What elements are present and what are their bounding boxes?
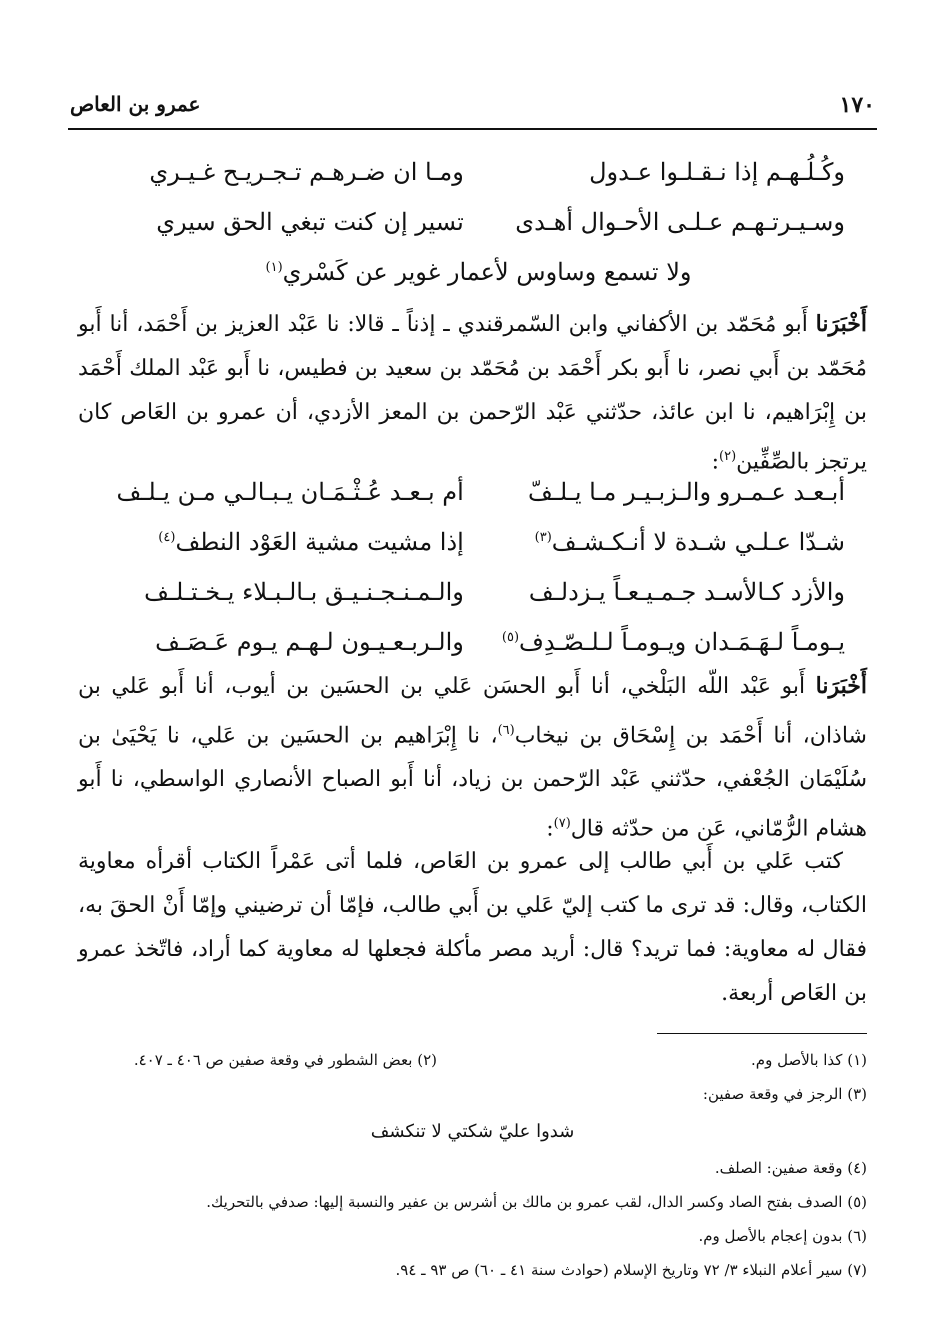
footnote-row (78, 1045, 867, 1079)
paragraph-punct: : (711, 449, 720, 475)
verse-hemistich-first (493, 478, 845, 506)
footnote-ref: (١) (265, 260, 283, 275)
footnote-6: (٦) بدون إعجام بالأصل وم. (698, 1227, 867, 1245)
paragraph-2 (78, 664, 867, 852)
verse-text: إذا مشيت مشية العَوْد النطف (175, 528, 464, 556)
header-rule (68, 128, 877, 130)
verse-line (112, 528, 845, 578)
footnote-ref: (٧) (553, 816, 571, 832)
footnote-2: (٢) بعض الشطور في وقعة صفين ص ٤٠٦ ـ ٤٠٧. (133, 1051, 437, 1069)
poem-2 (112, 478, 845, 678)
footnote-row (78, 1221, 867, 1255)
verse-hemistich-first (493, 528, 845, 556)
footnote-ref: (٢) (719, 449, 737, 464)
footnote-5: (٥) الصدف بفتح الصاد وكسر الدال، لقب عمرو بن مالك بن أشرس بن عفير والنسبة إليها: صدفي بالتحريك. (206, 1193, 867, 1211)
paragraph-text: أَبو عَبْد اللّه البَلْخي، أنا أَبو الحسَن عَلي بن الحسَين بن أيوب، أنا أَبو عَلي بن شاذان، أنا أَحْمَد بن إِسْحَاق بن نيخاب (78, 674, 867, 749)
footnote-ref: (٥) (501, 630, 520, 645)
verse-text: ولا تسمع وساوس لأعمار غوير عن كَسْري (282, 258, 692, 286)
footnotes (78, 1045, 867, 1289)
footnote-4: (٤) وقعة صفين: الصلف. (714, 1159, 867, 1177)
verse-line (112, 478, 845, 528)
paragraph-3 (78, 840, 867, 1016)
verse-text: والـمـنـجـنـيـق بـالـبـلاء يـخـتـلـف (144, 578, 464, 606)
verse-text: أم بـعـد عُـثْـمَـان يـبـالـي مـن يـلـف (116, 478, 464, 506)
running-title: عمرو بن العاص (70, 92, 201, 116)
verse-hemistich-first: وسـيـرتـهـم عـلـى الأحـوال أهـدى (515, 208, 845, 236)
verse-text: والأزد كـالأسـد جـمـيـعـاً يـزدلـف (528, 578, 845, 606)
isnad-lead: أَخْبَرَنا (815, 673, 867, 699)
footnote-ref: (٣) (534, 530, 552, 545)
verse-hemistich-second (112, 628, 464, 656)
paragraph-text: أَبو مُحَمّد بن الأكفاني وابن السّمرقندي ـ إذناً ـ قالا: نا عَبْد العزيز بن أَحْمَد، أنا أَبو مُحَمّد بن أَبي نصر، نا أَبو بكر أَحْمَد بن مُحَمّد بن سعيد بن فطيس، نا أَبو عَبْد الملك أَحْمَد بن إِبْرَاهيم، نا ابن عائذ، حدّثني عَبْد الرّحمن بن المعز الأزدي، أن عمرو بن العَاص كان يرتجز بالصِّفِّين (78, 312, 867, 475)
verse-hemistich-second (112, 578, 464, 606)
verse-hemistich-second: تسير إن كنت تبغي الحق سيري (156, 208, 464, 236)
footnote-row (78, 1079, 867, 1113)
verse-text: والـربـعـيـون لـهـم يـوم عَـصَـف (155, 628, 464, 656)
verse-text: شـدّا عـلـي شـدة لا أنـكـشـف (551, 528, 845, 556)
page-header (70, 92, 875, 128)
footnote-row (78, 1255, 867, 1289)
footnote-7: (٧) سير أعلام النبلاء ٣/ ٧٢ وتاريخ الإسلام (حوادث سنة ٤١ ـ ٦٠) ص ٩٣ ـ ٩٤. (395, 1261, 867, 1279)
footnote-rule (657, 1033, 867, 1034)
verse-hemistich-first (493, 628, 845, 656)
footnote-3: (٣) الرجز في وقعة صفين: (702, 1085, 867, 1103)
verse-hemistich-second: ومـا ان ضـرهـم تـجـريـح غـيـري (149, 158, 464, 186)
paragraph-punct: : (546, 816, 554, 842)
footnote-row (78, 1153, 867, 1187)
verse-line (112, 158, 845, 208)
page-number: ١٧٠ (839, 92, 875, 118)
footnote-row (78, 1187, 867, 1221)
verse-hemistich-second (112, 528, 464, 556)
verse-text: أبـعـد عـمـرو والـزبـيـر مـا يـلـفّ (528, 478, 845, 506)
footnote-3-verse: شدوا عليّ شكتي لا تنكشف (370, 1121, 575, 1142)
verse-line-centered (112, 258, 845, 304)
isnad-lead: أَخْبَرَنا (815, 311, 867, 337)
paragraph-text: كتب عَلي بن أَبي طالب إلى عمرو بن العَاص، فلما أتى عَمْراً الكتاب أقرأه معاوية الكتاب، وقال: قد ترى ما كتب إليّ عَلي بن أَبي طالب، فإمّا أن ترضيني وإمّا أَنْ الحقَ به، فقال له معاوية: فما تريد؟ قال: أريد مصر مأكلة فجعلها له معاوية كما أراد، فاتّخذ عمرو بن العَاص أربعة. (78, 849, 867, 1006)
verse-line (112, 578, 845, 628)
footnote-ref: (٦) (497, 723, 515, 738)
poem-1 (112, 158, 845, 304)
verse-hemistich-first: وكُـلُـهـم إذا نـقـلـوا عـدول (589, 158, 845, 186)
verse-hemistich-second (112, 478, 464, 506)
paragraph-1 (78, 302, 867, 484)
verse-line (112, 208, 845, 258)
paragraph-text: ، نا إِبْرَاهيم بن الحسَين بن عَلي، نا يَحْيَىٰ بن سُلَيْمَان الجُعْفي، حدّثني عَبْد الرّحمن بن زياد، أنا أَبو الصباح الأنصاري الواسطي، نا أَبو هشام الرُّمّاني، عَن من حدّثه قال (78, 723, 867, 842)
verse-text: يـومـاً لـهَـمَـدان ويـومـاً لـلـصّـدِف (519, 628, 845, 656)
footnote-ref: (٤) (158, 530, 176, 545)
footnote-1: (١) كذا بالأصل وم. (751, 1051, 867, 1069)
verse-hemistich-first (493, 578, 845, 606)
